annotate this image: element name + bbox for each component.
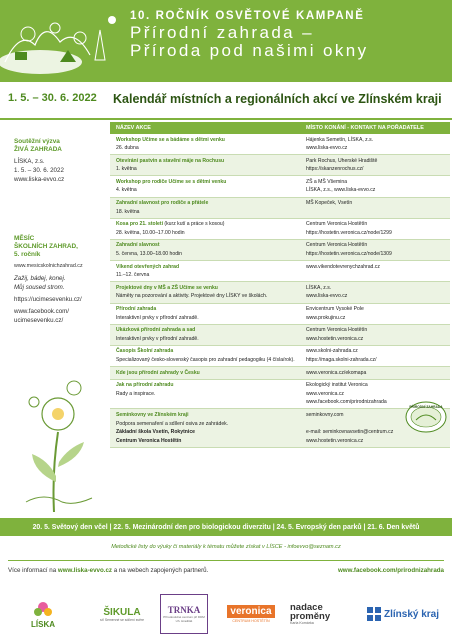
event-detail: Specializovaný česko-slovenský časopis pro zahradní pedagogiku (4 čísla/rok). [116,356,295,363]
event-link[interactable]: www.facebook.com/prirodnizahrada [306,399,387,406]
logo-nadace-text-2: proměny [290,611,331,622]
event-detail: 26. dubna [116,145,139,152]
table-row [110,367,450,380]
title-band [0,82,452,120]
table-row [110,240,450,261]
event-detail: Interaktivní prvky v přírodní zahradě. [116,335,199,342]
month-link[interactable]: www.mesicskolnichzahrad.cz [14,263,83,269]
logo-veronica[interactable] [220,594,282,634]
header-banner [0,0,452,82]
event-place: Envicentrum Vysoké Pole [306,306,364,312]
event-name: Víkend otevřených zahrad [116,263,180,270]
logo-zlin[interactable] [360,594,446,634]
event-name: Otevírání pastvin a stavění máje na Rochusu [116,157,225,164]
more-info [8,567,208,574]
table-row [110,346,450,367]
month-heading-2: ŠKOLNÍCH ZAHRAD, [14,243,78,250]
table-row [110,219,450,240]
event-link[interactable]: www.vikendotevrenychzahrad.cz [306,263,380,270]
campaign-edition: 10. ROČNÍK OSVĚTOVÉ KAMPANĚ [130,10,365,22]
logo-nadace-sub: Karla Komárka [290,621,314,625]
event-detail: 28. května, 10.00–17.00 hodin [116,229,185,236]
liska-flower-icon [32,600,54,620]
date-range: 1. 5. – 30. 6. 2022 [8,92,97,104]
stamp-text: PŘÍRODNÍ ZAHRADA [409,405,443,409]
event-email[interactable]: e-mail: seminkovnavsetin@centrum.cz [306,429,394,436]
event-name: Zahradní slavnost pro rodiče a přátele [116,200,209,207]
event-name: Přírodní zahrada [116,306,157,312]
motto-2: Můj soused strom. [14,284,65,291]
logo-liska-text: LÍSKA [31,619,55,629]
zlin-region-icon [367,607,381,621]
event-link[interactable]: www.liska-evvo.cz [306,293,348,300]
logo-veronica-text: veronica [227,605,274,618]
facebook-footer-link[interactable]: www.facebook.com/prirodnizahrada [337,567,444,574]
event-place: Centrum Veronica Hostětín [306,327,368,334]
contest-dates: 1. 5. – 30. 6. 2022 [14,167,64,174]
days-band: 20. 5. Světový den včel | 22. 5. Mezinárodní den pro biologickou diverzitu | 24. 5. Evropský den parků | 21. 6. Den květů [0,518,452,536]
logo-sikula[interactable] [92,594,152,634]
ucime-link[interactable]: https://ucimesevenku.cz/ [14,296,82,303]
table-row [110,304,450,325]
facebook-link[interactable]: www.facebook.com/ [14,308,70,315]
table-row [110,380,450,410]
table-row [110,176,450,197]
event-name: Časopis Školní zahrada [116,348,174,355]
campaign-name-line1: Přírodní zahrada – [130,23,315,42]
partner-logos [0,588,452,640]
logo-zlin-text: Zlínský kraj [383,608,440,620]
logo-liska[interactable] [18,594,68,634]
event-detail: Podpora semenaření a sdílení osiva ze zahrádek. [116,420,229,427]
event-link[interactable]: www.hostetin.veronica.cz [306,437,364,444]
sidebar-block-contest [14,138,102,184]
event-detail-school: Základní škola Vsetín, Rokytnice [116,429,195,436]
table-row [110,155,450,176]
month-heading: MĚSÍC [14,235,35,242]
event-name: Workshop Učíme se a bádáme s dětmi venku [116,136,225,143]
logo-trnka-text: TRNKA [167,605,201,615]
contest-link[interactable]: www.liska-evvo.cz [14,176,65,183]
campaign-title [130,10,448,60]
event-name: Projektové dny v MŠ a ZŠ Učíme se venku [116,284,218,291]
table-row [110,409,450,447]
event-link[interactable]: seminkovny.com [306,411,344,418]
event-detail: Interaktivní prvky v přírodní zahradě. [116,314,199,321]
event-place: Centrum Veronica Hostětín [306,242,368,249]
logo-sikula-sub: síť Semenné se sdílení svěre [99,617,145,622]
col-place-header: MÍSTO KONÁNÍ - KONTAKT NA POŘADATELE [306,125,424,131]
event-place: Hájenka Semetín, LÍSKA, z.s. [306,136,374,143]
event-detail: Rady a inspirace. [116,390,156,397]
table-row [110,261,450,282]
garden-stamp [404,400,448,434]
table-row [110,134,450,155]
event-name: Ukázková přírodní zahrada a sad [116,327,196,334]
event-link[interactable]: www.veronica.cz [306,390,344,397]
logo-nadace[interactable] [290,594,348,634]
event-link[interactable]: https://hostetin.veronica.cz/node/1309 [306,251,392,258]
event-place: MŠ Kopeček, Vsetín [306,200,353,207]
event-name: Semínkovny ve Zlínském kraji [116,411,189,418]
event-name: Zahradní slavnost [116,242,160,249]
event-link[interactable]: LÍSKA, z.s., www.liska-evvo.cz [306,187,376,194]
event-link[interactable]: www.liska-evvo.cz [306,145,348,152]
contest-heading: Soutěžní výzva [14,138,60,145]
info-prefix: Více informací na [8,567,58,574]
info-suffix: a na webech zapojených partnerů. [111,567,209,574]
table-row [110,282,450,303]
contest-org: LÍSKA, z.s. [14,158,45,165]
event-place: Ekologický institut Veronica [306,382,368,389]
event-place: Park Rochus, Uherské Hradiště [306,157,378,164]
campaign-name-line2: Příroda pod našimi okny [130,41,369,60]
event-detail: 18. května [116,208,140,215]
contest-heading-2: ŽIVÁ ZAHRADA [14,146,62,153]
event-name: Workshop pro rodiče Učíme se s dětmi venku [116,178,227,185]
method-note: Metodické listy do výuky či materiály k tématu můžete získat v LÍSCE - infoevvo@seznam.cz [111,544,341,550]
event-link[interactable]: https://skanzenrochus.cz/ [306,166,364,173]
event-name: Kosa pro 21. století [116,221,163,228]
logo-trnka-sub: Přírodovědné centrum při DDM Uh. Hradiště [163,615,205,623]
col-event-header: NÁZEV AKCE [116,125,151,131]
info-link[interactable]: www.liska-evvo.cz [57,567,112,574]
events-table [110,122,450,448]
table-row [110,198,450,219]
flower-illustration [14,372,104,512]
calendar-title: Kalendář místních a regionálních akcí ve Zlínském kraji [113,92,442,106]
event-place: ZŠ a MŠ Všemina [306,178,348,185]
event-name: Jak na přírodní zahradu [116,382,174,389]
month-edition: 5. ročník [14,251,41,258]
divider [8,560,444,561]
event-place: Centrum Veronica Hostětín [306,221,368,228]
event-detail: 1. května [116,166,137,173]
event-name: Kde jsou přírodní zahrady v Česku [116,369,200,376]
event-detail-centre: Centrum Veronica Hostětín [116,437,182,444]
table-header [110,122,450,134]
logo-nadace-text: nadace [290,602,323,613]
event-name-extra: (kurz kutí a práce s kosou) [163,221,225,228]
event-detail: 5. června, 13.00–18.00 hodin [116,251,182,258]
sidebar-block-school-gardens [14,235,102,325]
facebook-link-2[interactable]: ucimesevenku.cz/ [14,317,64,324]
event-link[interactable]: https://maga.skolni-zahrada.cz/ [306,356,377,363]
motto-1: Zažij, bádej, konej. [14,275,66,282]
logo-sikula-text: ŠIKULA [103,606,141,618]
table-row [110,325,450,346]
event-link[interactable]: www.hostetin.veronica.cz [306,335,364,342]
logo-trnka[interactable] [160,594,208,634]
event-link[interactable]: www.veronica.cz/ekomapa [306,369,367,376]
logo-veronica-sub: CENTRUM HOSTĚTÍN [232,619,270,623]
event-place: LÍSKA, z.s. [306,284,332,291]
event-link[interactable]: www.skolni-zahrada.cz [306,348,358,355]
event-detail: 11.–12. června [116,272,150,279]
garden-illustration [0,0,130,82]
event-link[interactable]: https://hostetin.veronica.cz/node/1299 [306,229,392,236]
event-link[interactable]: www.prokujinu.cz [306,314,346,321]
event-detail: 4. května [116,187,137,194]
event-detail: Náměty na pozorování a aktivity. Projektové dny LÍSKY ve školách. [116,293,268,300]
